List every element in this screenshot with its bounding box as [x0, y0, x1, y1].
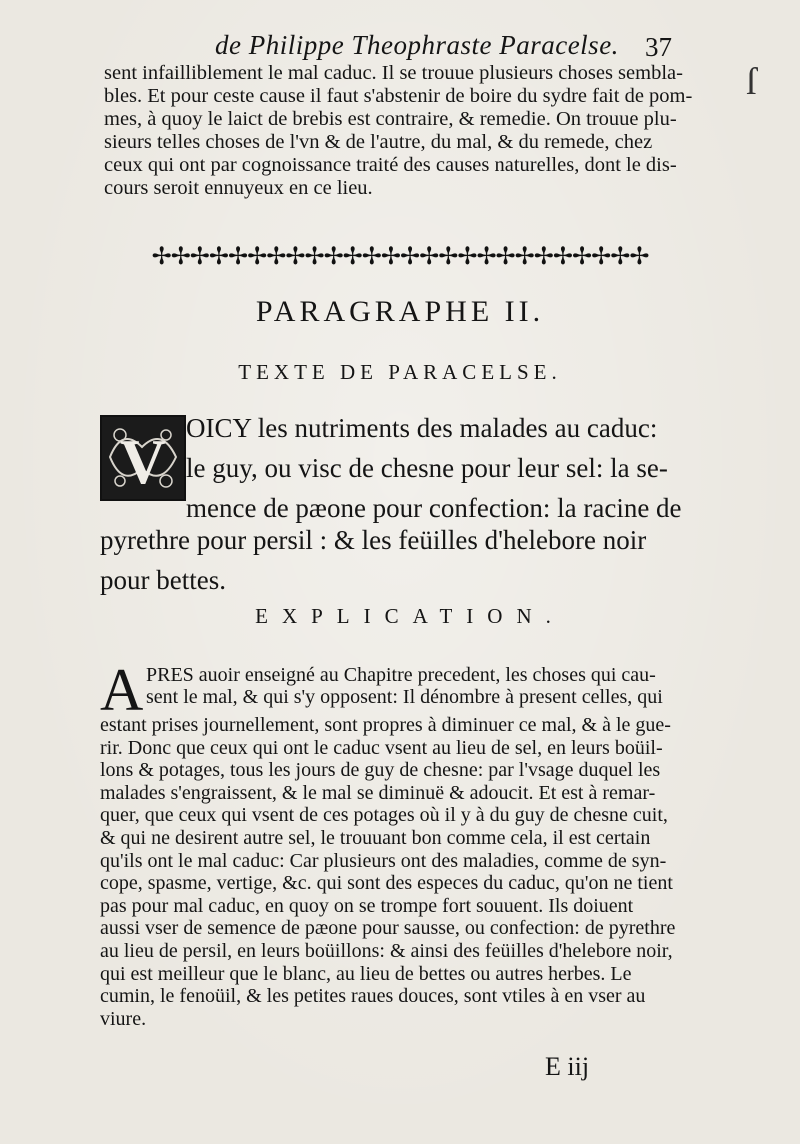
text-line: aussi vser de semence de pæone pour sausse, ou confection: de pyrethre: [100, 917, 676, 940]
drop-cap-letter: V: [119, 426, 167, 497]
text-line: mes, à quoy le laict de brebis est contraire, & remedie. On trouue plu-: [104, 108, 677, 130]
paracelsus-text-continued: [100, 520, 704, 600]
text-line: cope, spasme, vertige, &c. qui sont des especes du caduc, qu'on ne tient: [100, 872, 673, 895]
text-line: pas pour mal caduc, en quoy on se trompe fort souuent. Ils doiuent: [100, 894, 634, 917]
margin-mark: ſ: [746, 61, 757, 103]
text-line: OICY les nutriments des malades au caduc:: [186, 413, 658, 443]
decorated-initial-v: [100, 415, 186, 501]
running-head: [0, 28, 800, 64]
text-line: PRES auoir enseigné au Chapitre precedent, les choses qui cau-: [146, 664, 656, 686]
text-line: lons & potages, tous les jours de guy de chesne: par l'vsage duquel les: [100, 759, 661, 782]
text-line: qui est meilleur que le blanc, au lieu de bettes ou autres herbes. Le: [100, 962, 632, 985]
text-line: le guy, ou visc de chesne pour leur sel: la se-: [186, 453, 668, 483]
text-line: sent le mal, & qui s'y opposent: Il dénombre à present celles, qui: [146, 686, 663, 708]
explication-heading: EXPLICATION.: [255, 604, 565, 628]
text-line: malades s'engraissent, & le mal se diminuë & adoucit. Et est à remar-: [100, 781, 656, 804]
text-line: estant prises journellement, sont propres à diminuer ce mal, & à le gue-: [100, 714, 671, 736]
text-line: cours seroit ennuyeux en ce lieu.: [104, 177, 373, 199]
text-line: cumin, le fenoüil, & les petites raues douces, sont vtiles à en vser au: [100, 985, 646, 1008]
running-title: de Philippe Theophraste Paracelse.: [215, 30, 619, 60]
paragraph-heading: PARAGRAPHE II.: [255, 295, 545, 328]
text-line: quer, que ceux qui vsent de ces potages où il y à du guy de chesne cuit,: [100, 804, 668, 827]
text-line: rir. Donc que ceux qui ont le caduc vsent au lieu de sel, en leurs boüil-: [100, 736, 663, 759]
intro-paragraph: [104, 62, 706, 200]
text-line: ceux qui ont par cognoissance traité des causes naturelles, dont le dis-: [104, 154, 677, 176]
text-line: sent infailliblement le mal caduc. Il se trouue plusieurs choses sembla-: [104, 62, 683, 84]
drop-cap-a: A: [100, 657, 144, 723]
text-line: viure.: [100, 1007, 147, 1030]
explication-opening: [146, 664, 702, 708]
explication-body: [100, 714, 702, 1030]
text-line: pour bettes.: [100, 565, 226, 595]
page-number: 37: [645, 32, 672, 62]
paracelsus-text: [186, 408, 704, 528]
text-line: pyrethre pour persil : & les feüilles d'helebore noir: [100, 525, 647, 555]
signature-mark: E iij: [545, 1052, 590, 1081]
text-line: mence de pæone pour confection: la racine de: [186, 493, 682, 523]
text-line: & qui ne desirent autre sel, le trouuant bon comme cela, il est certain: [100, 826, 651, 849]
fleuron-ornament-band: ✢✢✢✢✢✢✢✢✢✢✢✢✢✢✢✢✢✢✢✢✢✢✢✢✢✢: [151, 242, 649, 270]
text-heading: TEXTE DE PARACELSE.: [238, 360, 562, 384]
text-line: bles. Et pour ceste cause il faut s'abstenir de boire du sydre fait de pom-: [104, 85, 693, 107]
text-line: sieurs telles choses de l'vn & de l'autre, du mal, & du remede, chez: [104, 131, 653, 153]
text-line: au lieu de persil, en leurs boüillons: & ainsi des feüilles d'helebore noir,: [100, 939, 673, 962]
text-line: qu'ils ont le mal caduc: Car plusieurs ont des maladies, comme de syn-: [100, 849, 667, 872]
